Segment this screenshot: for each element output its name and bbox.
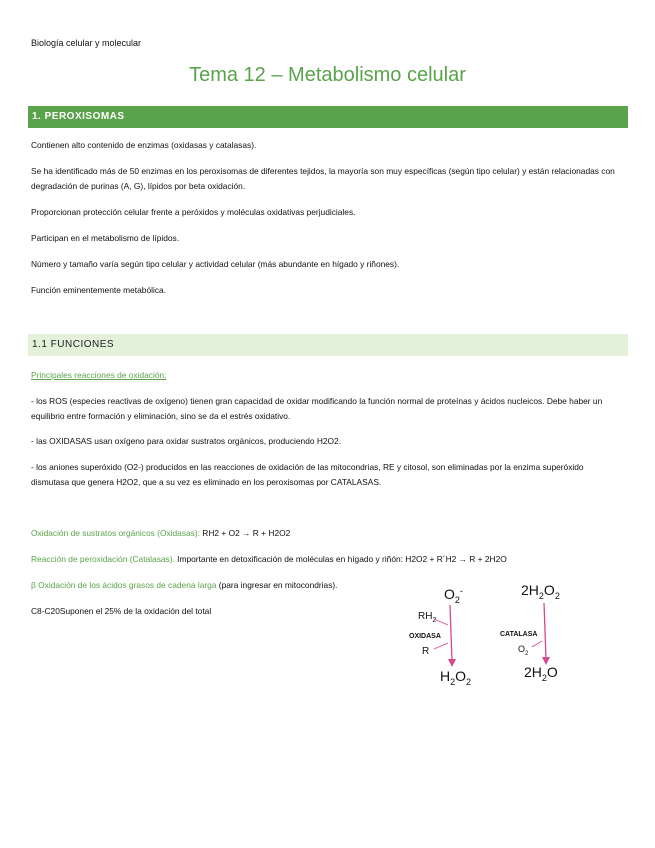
paragraph: Se ha identificado más de 50 enzimas en los peroxisomas de diferentes tejidos, la mayoría son muy específicas (según tipo celular) y están relacionadas con degradación de purinas (A, G), lípidos por beta oxidación. bbox=[31, 166, 615, 191]
paragraph: Participan en el metabolismo de lípidos. bbox=[31, 233, 180, 243]
reaction-label: Reacción de peroxidación (Catalasas). bbox=[31, 554, 175, 564]
paragraph: Número y tamaño varía según tipo celular y actividad celular (más abundante en hígado y riñones). bbox=[31, 259, 400, 269]
reaction-arrow-right bbox=[544, 603, 546, 659]
reaction-arrow-left bbox=[450, 605, 452, 661]
reaction-text: Importante en detoxificación de moléculas en hígado y riñón: H2O2 + R´H2 → R + 2H2O bbox=[174, 554, 507, 564]
reaction-label: β Oxidación de los ácidos grasos de cadena larga bbox=[31, 580, 217, 590]
note-c8-c20: C8-C20Suponen el 25% de la oxidación del total bbox=[31, 606, 212, 616]
list-item: - las OXIDASAS usan oxígeno para oxidar sustratos orgánicos, produciendo H2O2. bbox=[31, 436, 342, 446]
rh2-label: $RH_2$ bbox=[418, 611, 437, 624]
reaction-equation: RH2 + O2 → R + H2O2 bbox=[199, 528, 291, 538]
o2-product-label: $O_2$ bbox=[518, 644, 529, 657]
h2o2-product-label: $H_2O_2$ bbox=[440, 668, 472, 687]
catalasa-enzyme-label: CATALASA bbox=[500, 631, 538, 638]
2h2o2-label: $2H_2O_2$ bbox=[521, 582, 560, 601]
reaction-text: (para ingresar en mitocondrias). bbox=[216, 580, 338, 590]
arrowhead-left bbox=[448, 659, 456, 667]
branch-arrow-left-out bbox=[434, 643, 448, 649]
reaction-catalasas bbox=[31, 552, 623, 567]
section-heading-peroxisomas: 1. PEROXISOMAS bbox=[28, 106, 628, 128]
reaction-label: Oxidación de sustratos orgánicos (Oxidasas): bbox=[31, 528, 200, 538]
paragraph: Función eminentemente metabólica. bbox=[31, 285, 167, 295]
list-item: - los ROS (especies reactivas de oxígeno) tienen gran capacidad de oxidar modificando la función normal de proteínas y ácidos nucleicos. Debe haber un equilibrio entre formación y eliminación, sino se da el estrés oxidativo. bbox=[31, 396, 603, 421]
2h2o-product-label: $2H_2O$ bbox=[524, 664, 558, 683]
subtitle-oxidation: Principales reacciones de oxidación: bbox=[31, 370, 167, 380]
reaction-beta-oxidation bbox=[31, 578, 391, 593]
peroxisome-reaction-diagram bbox=[400, 575, 630, 695]
page-title: Tema 12 – Metabolismo celular bbox=[189, 64, 466, 86]
superoxide-label: $O_2^-$ bbox=[444, 586, 463, 605]
course-header: Biología celular y molecular bbox=[31, 38, 142, 48]
section-heading-funciones: 1.1 FUNCIONES bbox=[28, 334, 628, 356]
list-item: - los aniones superóxido (O2-) producidos en las reacciones de oxidación de las mitocondrias, RE y citosol, son eliminadas por la enzima superóxido dismutasa que genera H2O2, que a su vez es eliminado en los peroxisomas por CATALASAS. bbox=[31, 462, 584, 487]
reaction-oxidasas bbox=[31, 526, 623, 541]
paragraph: Proporcionan protección celular frente a peróxidos y moléculas oxidativas perjudiciales. bbox=[31, 207, 356, 217]
branch-arrow-right bbox=[532, 641, 542, 647]
paragraph: Contienen alto contenido de enzimas (oxidasas y catalasas). bbox=[31, 140, 257, 150]
r-product-label: R bbox=[422, 646, 430, 657]
oxidasa-enzyme-label: OXIDASA bbox=[409, 633, 441, 640]
